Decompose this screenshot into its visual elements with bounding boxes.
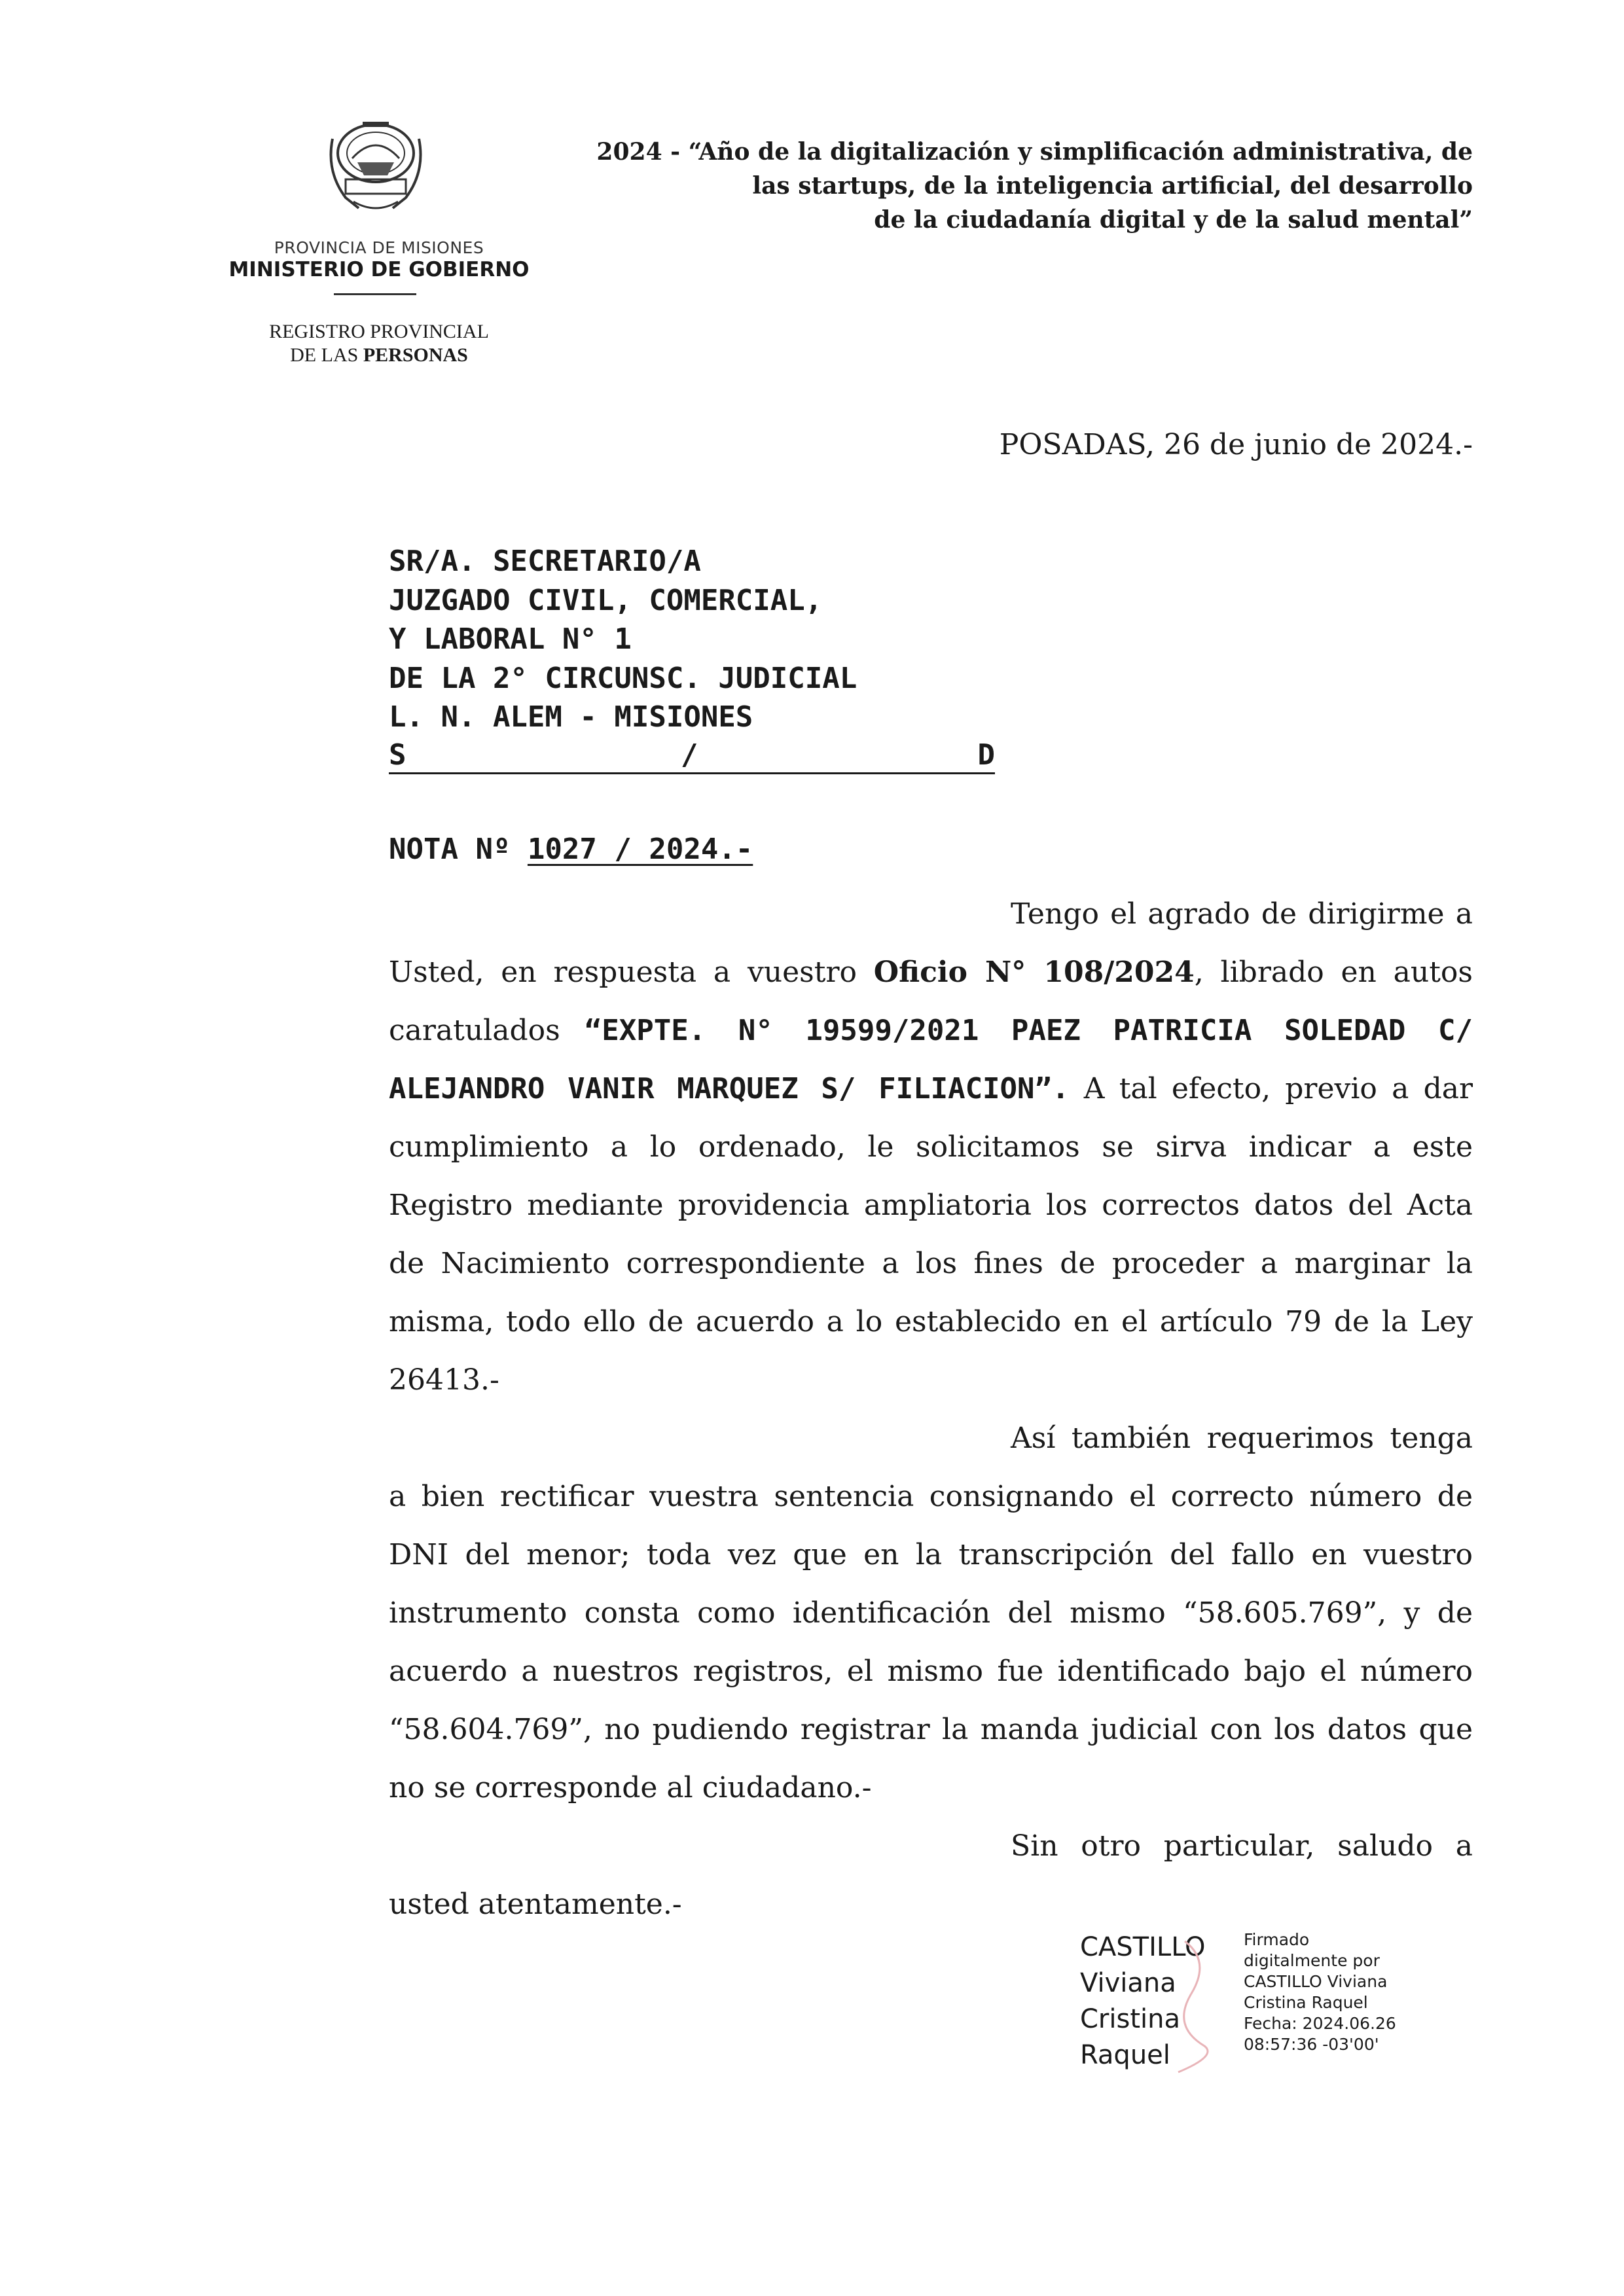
province-name: PROVINCIA DE MISIONES [274, 238, 484, 257]
signature-info-line: CASTILLO Viviana [1244, 1972, 1388, 1991]
note-number-value: 1027 / 2024.- [527, 833, 753, 866]
year-motto [484, 135, 1473, 237]
motto-line: de la ciudadanía digital y de la salud mental” [874, 206, 1473, 234]
sd-s: S [389, 738, 406, 772]
recipient-block [389, 542, 1043, 774]
note-label: NOTA Nº [389, 833, 528, 866]
recipient-line: SR/A. SECRETARIO/A [389, 545, 701, 578]
body-text-run: Tengo el agrado de dirigirme a Usted, en respuesta a vuestro [389, 897, 1473, 989]
su-despacho-line [389, 737, 995, 774]
signature-info-line: 08:57:36 -03'00' [1244, 2035, 1379, 2054]
registry-name-line2 [223, 344, 535, 367]
provincial-seal-emblem [319, 119, 432, 217]
registry-name-line1: REGISTRO PROVINCIAL [269, 321, 489, 342]
body-text-run: A tal efecto, previo a dar cumplimiento a lo ordenado, le solicitamos se sirva indicar a este Registro mediante providencia ampliatoria los correctos datos del Acta de Nacimiento correspondiente a los fines de proceder a marginar la misma, todo ello de acuerdo a lo establecido en el artículo 79 de la Ley 26413.- [389, 1072, 1473, 1397]
signer-name-line: Viviana [1080, 1968, 1176, 1998]
signature-info-line: Fecha: 2024.06.26 [1244, 2014, 1396, 2033]
case-file-title: “EXPTE. N° 19599/2021 PAEZ PATRICIA SOLEDAD C/ ALEJANDRO VANIR MARQUEZ S/ FILIACION”. [389, 1014, 1473, 1105]
letter-body [389, 885, 1473, 1933]
signer-name-line: CASTILLO [1080, 1932, 1206, 1962]
recipient-line: DE LA 2° CIRCUNSC. JUDICIAL [389, 661, 857, 695]
recipient-line: JUZGADO CIVIL, COMERCIAL, [389, 583, 823, 617]
sd-slash: / [681, 738, 698, 772]
registry-prefix: DE LAS [290, 344, 363, 366]
signer-name-line: Raquel [1080, 2040, 1170, 2070]
closing-paragraph: Sin otro particular, saludo a usted atentamente.- [389, 1829, 1473, 1921]
signature-info-line: digitalmente por [1244, 1951, 1380, 1970]
registry-bold: PERSONAS [363, 344, 468, 366]
signature-stroke [1165, 1935, 1231, 2079]
body-text-run: , librado en autos caratulados [389, 956, 1473, 1047]
ministry-name: MINISTERIO DE GOBIERNO [228, 258, 530, 281]
motto-line: 2024 - “Año de la digitalización y simplificación administrativa, de [596, 138, 1473, 166]
sd-d: D [977, 738, 995, 772]
recipient-line: L. N. ALEM - MISIONES [389, 700, 753, 734]
digital-signature-info [1244, 1929, 1466, 2055]
place-date: POSADAS, 26 de junio de 2024.- [999, 428, 1473, 461]
body-paragraph-1 [389, 885, 1473, 1409]
note-number [389, 830, 753, 869]
oficio-reference: Oficio N° 108/2024 [873, 956, 1195, 989]
recipient-line: Y LABORAL N° 1 [389, 622, 632, 656]
letterhead-divider [334, 293, 416, 295]
motto-line: las startups, de la inteligencia artificial, del desarrollo [752, 172, 1473, 200]
body-paragraph-2: Así también requerimos tenga a bien rectificar vuestra sentencia consignando el correcto número de DNI del menor; toda vez que en la transcripción del fallo en vuestro instrumento consta como identificación del mismo “58.605.769”, y de acuerdo a nuestros registros, el mismo fue identificado bajo el número “58.604.769”, no pudiendo registrar la manda judicial con los datos que no se corresponde al ciudadano.- [389, 1422, 1473, 1804]
signer-name-line: Cristina [1080, 2004, 1180, 2034]
signature-info-line: Firmado [1244, 1930, 1310, 1949]
signature-info-line: Cristina Raquel [1244, 1993, 1368, 2012]
